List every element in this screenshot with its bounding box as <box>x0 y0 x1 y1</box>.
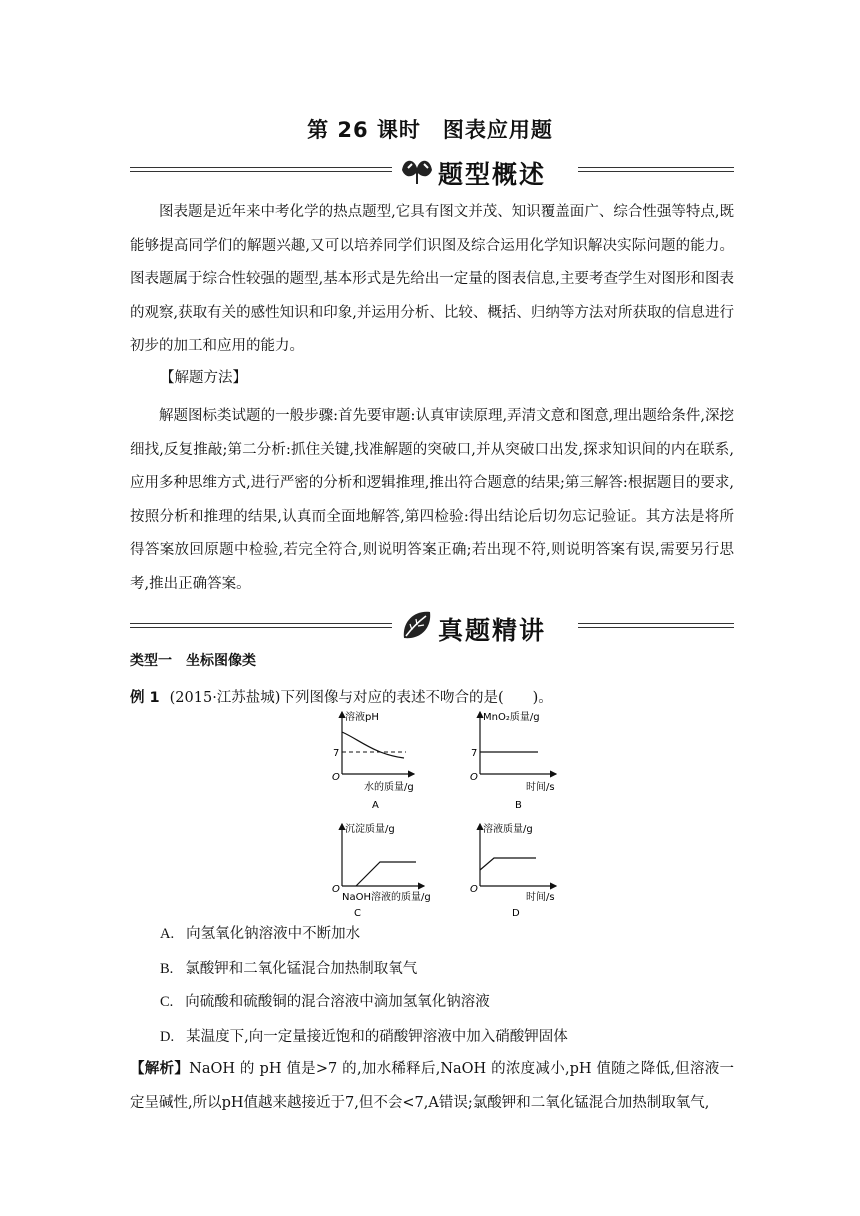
graph-a <box>332 710 414 811</box>
graph-c-letter: C <box>354 908 361 919</box>
graph-c-xlabel: NaOH溶液的质量/g <box>342 892 431 903</box>
banner-rule-right <box>578 167 734 172</box>
graph-a-ytick: 7 <box>333 748 340 759</box>
graph-d-origin: O <box>470 884 478 895</box>
banner-title: 题型概述 <box>438 160 547 189</box>
page-title <box>0 114 860 144</box>
option-key: C. <box>160 994 174 1010</box>
graph-b-letter: B <box>515 800 522 811</box>
section-banner-exam <box>130 608 734 644</box>
banner-rule-right <box>578 623 734 628</box>
option-key: D. <box>160 1029 175 1045</box>
option-text: 向氢氧化钠溶液中不断加水 <box>186 926 361 942</box>
intro-paragraph: 图表题是近年来中考化学的热点题型,它具有图文并茂、知识覆盖面广、综合性强等特点,既能够提高同学们的解题兴趣,又可以培养同学们识图及综合运用化学知识解决实际问题的能力。图表题属于综合性较强的题型,基本形式是先给出一定量的图表信息,主要考查学生对图形和图表的观察,获取有关的感性知识和印象,并运用分析、比较、概括、归纳等方法对所获取的信息进行初步的加工和应用的能力。 <box>130 204 734 354</box>
graph-c-origin: O <box>332 884 340 895</box>
lesson-topic: 图表应用题 <box>442 118 553 142</box>
graph-c <box>332 822 431 919</box>
graph-a-origin: O <box>332 772 340 783</box>
option-a <box>160 922 360 943</box>
analysis-text: NaOH 的 pH 值是>7 的,加水稀释后,NaOH 的浓度减小,pH 值随之降低,但溶液一定呈碱性,所以pH值越来越接近于7,但不会<7,A错误;氯酸钾和二氧化锰混合加热制取氧气, <box>130 1061 734 1111</box>
graph-b-origin: O <box>470 772 478 783</box>
graph-a-letter: A <box>372 800 379 811</box>
analysis-tag: 【解析】 <box>130 1061 190 1077</box>
analysis-paragraph <box>130 1052 734 1120</box>
banner-title: 真题精讲 <box>438 616 547 645</box>
option-text: 氯酸钾和二氧化锰混合加热制取氧气 <box>185 961 418 977</box>
graph-b-ylabel: MnO₂质量/g <box>483 712 540 723</box>
example-text: (2015·江苏盐城)下列图像与对应的表述不吻合的是( )。 <box>169 690 553 706</box>
lesson-number: 第 26 课时 <box>307 118 421 142</box>
method-heading: 【解题方法】 <box>160 370 247 386</box>
option-b <box>160 957 417 978</box>
option-text: 向硫酸和硫酸铜的混合溶液中滴加氢氧化钠溶液 <box>185 994 490 1010</box>
graph-d-ylabel: 溶液质量/g <box>483 824 533 835</box>
option-text: 某温度下,向一定量接近饱和的硝酸钾溶液中加入硝酸钾固体 <box>186 1029 568 1045</box>
banner-rule-left <box>130 623 392 628</box>
example-question <box>130 686 553 707</box>
graph-b <box>470 710 556 811</box>
graph-d-xlabel: 时间/s <box>526 892 555 903</box>
example-tag: 例 1 <box>130 690 160 706</box>
option-key: B. <box>160 961 174 977</box>
section-banner-overview <box>130 152 734 188</box>
option-key: A. <box>160 926 175 942</box>
graph-b-xlabel: 时间/s <box>526 782 555 793</box>
graph-c-line <box>356 862 416 886</box>
graph-b-ytick: 7 <box>471 748 478 759</box>
option-d <box>160 1025 568 1046</box>
graph-d-line <box>480 858 536 870</box>
graph-a-xlabel: 水的质量/g <box>364 782 414 793</box>
method-paragraph: 解题图标类试题的一般步骤:首先要审题:认真审读原理,弄清文意和图意,理出题给条件,深挖细找,反复推敲;第二分析:抓住关键,找准解题的突破口,并从突破口出发,探求知识间的内在联系,应用多种思维方式,进行严密的分析和逻辑推理,推出符合题意的结果;第三解答:根据题目的要求,按照分析和推理的结果,认真而全面地解答,第四检验:得出结论后切勿忘记验证。其方法是将所得答案放回原题中检验,若完全符合,则说明答案正确;若出现不符,则说明答案有误,需要另行思考,推出正确答案。 <box>130 408 734 592</box>
butterfly-icon <box>398 152 436 188</box>
graph-d <box>470 822 556 919</box>
graph-a-ylabel: 溶液pH <box>345 712 379 723</box>
graph-d-letter: D <box>512 908 520 919</box>
banner-rule-left <box>130 167 392 172</box>
graph-c-ylabel: 沉淀质量/g <box>345 824 395 835</box>
type-heading: 类型一 坐标图像类 <box>130 653 256 669</box>
graph-a-curve <box>342 732 404 758</box>
option-c <box>160 990 490 1011</box>
graph-figure <box>316 706 566 926</box>
leaf-icon <box>398 608 436 644</box>
